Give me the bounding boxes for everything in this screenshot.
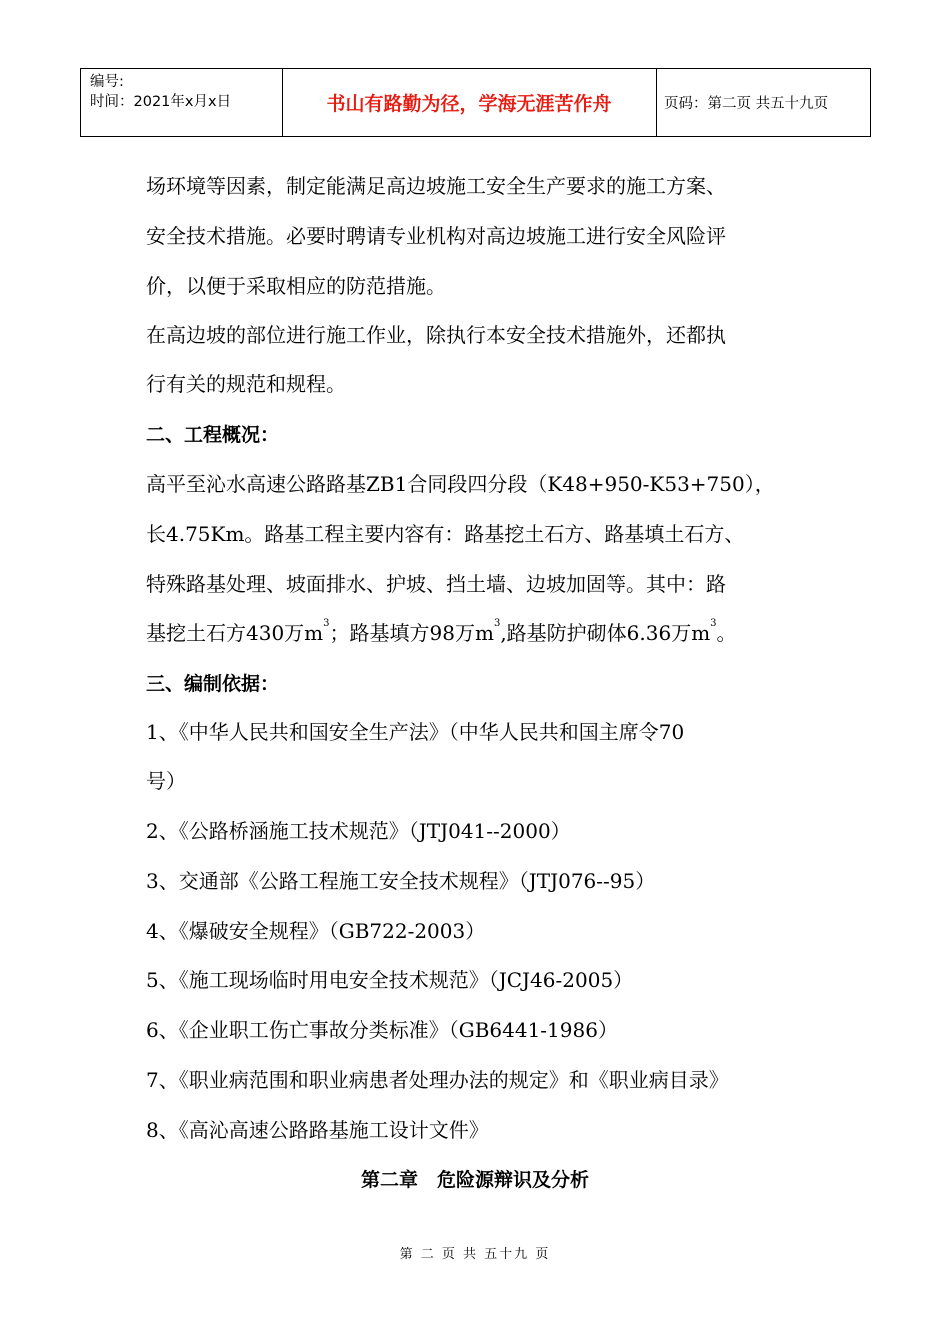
- time-label: 时间：2021年x月x日: [90, 94, 232, 110]
- basis-item-8: 8、《高沁高速公路路基施工设计文件》: [146, 1118, 489, 1142]
- intro-line-5: 行有关的规范和规程。: [146, 372, 346, 396]
- basis-item-4: 4、《爆破安全规程》（GB722-2003）: [146, 919, 486, 943]
- number-label: 编号:: [90, 74, 124, 90]
- superscript-cubic-2: 3: [493, 618, 501, 629]
- overview-line-1: 高平至沁水高速公路路基ZB1合同段四分段（K48+950-K53+750），: [146, 472, 775, 496]
- intro-line-1: 场环境等因素，制定能满足高边坡施工安全生产要求的施工方案、: [146, 174, 726, 198]
- basis-item-6: 6、《企业职工伤亡事故分类标准》（GB6441-1986）: [146, 1018, 618, 1042]
- header-motto: 书山有路勤为径，学海无涯苦作舟: [326, 93, 612, 115]
- superscript-cubic-1: 3: [323, 618, 330, 629]
- overview-text-a: 基挖土石方430万m: [146, 621, 324, 645]
- overview-text-b: ；路基填方98万m: [329, 621, 494, 645]
- overview-line-4: [146, 619, 737, 647]
- header-left-border: [80, 68, 81, 136]
- header-right-border: [870, 68, 871, 136]
- basis-item-1-cont: 号）: [146, 769, 186, 793]
- intro-line-3: 价，以便于采取相应的防范措施。: [146, 274, 446, 298]
- overview-text-d: 。: [716, 621, 737, 645]
- intro-line-2: 安全技术措施。必要时聘请专业机构对高边坡施工进行安全风险评: [146, 224, 726, 248]
- basis-item-7: 7、《职业病范围和职业病患者处理办法的规定》和《职业病目录》: [146, 1068, 729, 1092]
- basis-item-1: 1、《中华人民共和国安全生产法》（中华人民共和国主席令70: [146, 720, 685, 744]
- header-top-rule: [80, 68, 871, 69]
- chapter-title: 第二章 危险源辩识及分析: [360, 1169, 589, 1191]
- header-page-info: 页码：第二页 共五十九页: [664, 96, 829, 112]
- basis-item-2: 2、《公路桥涵施工技术规范》（JTJ041--2000）: [146, 819, 571, 843]
- header-divider-2: [656, 68, 657, 136]
- section-heading-basis: 三、编制依据：: [146, 673, 280, 695]
- overview-text-c: ,路基防护砌体6.36万m: [500, 621, 711, 645]
- superscript-cubic-3: 3: [710, 618, 717, 629]
- section-heading-overview: 二、工程概况：: [146, 424, 280, 446]
- header-bottom-rule: [80, 136, 871, 137]
- header-meta: [90, 72, 231, 112]
- basis-item-5: 5、《施工现场临时用电安全技术规范》（JCJ46-2005）: [146, 968, 634, 992]
- intro-line-4: 在高边坡的部位进行施工作业，除执行本安全技术措施外，还都执: [146, 323, 726, 347]
- overview-line-3: 特殊路基处理、坡面排水、护坡、挡土墙、边坡加固等。其中：路: [146, 572, 726, 596]
- basis-item-3: 3、交通部《公路工程施工安全技术规程》（JTJ076--95）: [146, 869, 656, 893]
- footer-page-number: 第 二 页 共 五十九 页: [399, 1247, 551, 1262]
- overview-line-2: 长4.75Km。路基工程主要内容有：路基挖土石方、路基填土石方、: [146, 522, 745, 546]
